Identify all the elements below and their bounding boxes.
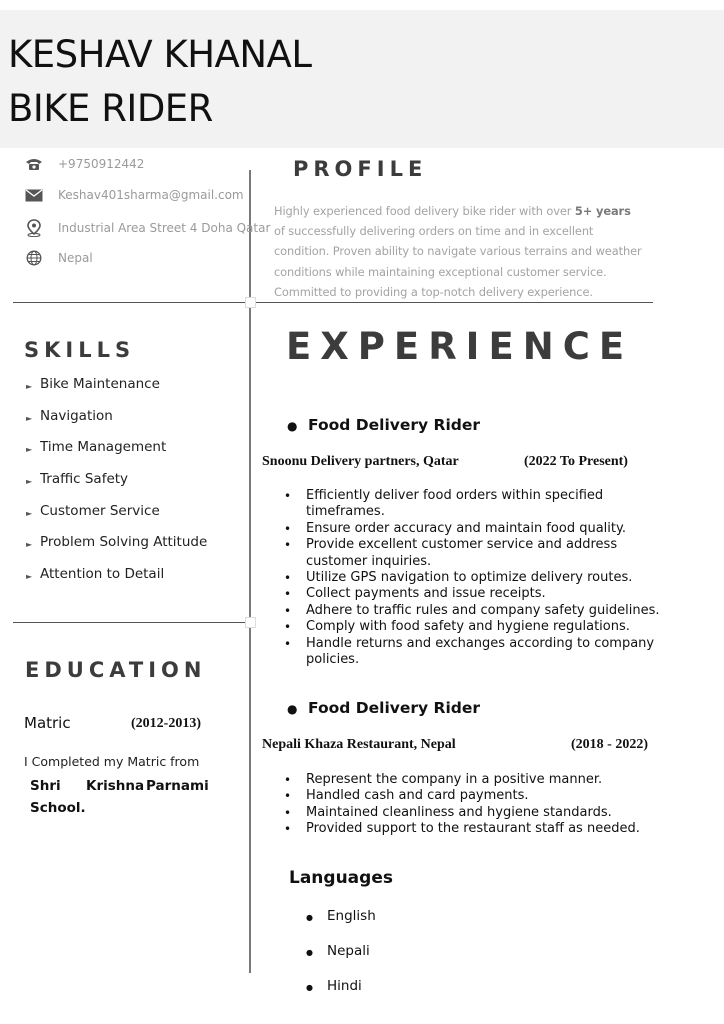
language-label: English: [327, 908, 376, 924]
candidate-role: BIKE RIDER: [8, 87, 213, 130]
job-title-text: Food Delivery Rider: [308, 416, 481, 434]
contact-address-text: Industrial Area Street 4 Doha Qatar: [58, 221, 271, 235]
job-company: Snoonu Delivery partners, Qatar: [262, 454, 459, 469]
education-description: I Completed my Matric from: [24, 754, 200, 769]
candidate-name: KESHAV KHANAL: [8, 33, 312, 76]
skill-label: Time Management: [40, 439, 167, 456]
list-item: • Collect payments and issue receipts.: [284, 586, 664, 602]
job-title: ● Food Delivery Rider: [287, 416, 481, 434]
list-item: • Handle returns and exchanges according to company policies.: [284, 636, 664, 669]
skills-heading: SKILLS: [24, 338, 136, 362]
job-company: Nepali Khaza Restaurant, Nepal: [262, 737, 456, 752]
profile-text-start: Highly experienced food delivery bike rider with over: [274, 204, 575, 218]
job-duties: [284, 772, 664, 838]
list-item: ► Attention to Detail: [26, 566, 165, 583]
job-duties: [284, 488, 664, 668]
profile-heading: PROFILE: [293, 157, 428, 181]
list-item: ► Problem Solving Attitude: [26, 534, 208, 551]
column-divider: [249, 170, 251, 973]
list-item: • Comply with food safety and hygiene regulations.: [284, 619, 664, 635]
header-band: [0, 10, 724, 148]
section-divider-top: [13, 302, 653, 303]
contact-email: [24, 187, 244, 203]
contact-phone: [24, 156, 144, 172]
list-item: • Adhere to traffic rules and company safety guidelines.: [284, 603, 664, 619]
job-title-text: Food Delivery Rider: [308, 699, 481, 717]
mail-icon: [24, 187, 44, 203]
languages-heading: Languages: [289, 868, 393, 888]
list-item: ► Customer Service: [26, 502, 160, 519]
school-word: Shri: [30, 778, 61, 794]
list-item: • Provided support to the restaurant staff as needed.: [284, 821, 664, 837]
divider-joint: [245, 617, 256, 628]
profile-summary: [274, 201, 644, 302]
list-item: ● English: [306, 908, 376, 943]
list-item: • Represent the company in a positive manner.: [284, 772, 664, 788]
skills-list: [26, 376, 207, 598]
list-item: ► Time Management: [26, 439, 167, 456]
language-label: Hindi: [327, 978, 362, 994]
skill-label: Attention to Detail: [40, 566, 165, 583]
contact-country: [24, 250, 93, 266]
contact-country-text: Nepal: [58, 251, 93, 265]
skill-label: Bike Maintenance: [40, 376, 160, 392]
section-divider-left: [13, 622, 247, 623]
job-title: ● Food Delivery Rider: [287, 699, 481, 717]
list-item: • Provide excellent customer service and address customer inquiries.: [284, 537, 664, 570]
list-item: ● Nepali: [306, 943, 376, 978]
school-word: School.: [30, 800, 86, 816]
job-years: (2018 - 2022): [571, 737, 648, 752]
phone-icon: [24, 156, 44, 172]
school-word: Parnami: [146, 778, 209, 794]
list-item: • Handled cash and card payments.: [284, 788, 664, 804]
experience-heading: EXPERIENCE: [286, 325, 634, 368]
profile-highlight: 5+ years: [574, 204, 631, 218]
list-item: • Utilize GPS navigation to optimize delivery routes.: [284, 570, 664, 586]
list-item: • Efficiently deliver food orders within specified timeframes.: [284, 488, 664, 521]
list-item: ► Bike Maintenance: [26, 376, 160, 392]
languages-list: [306, 908, 376, 1013]
skill-label: Problem Solving Attitude: [40, 534, 208, 551]
list-item: • Ensure order accuracy and maintain food quality.: [284, 521, 664, 537]
contact-address: [24, 220, 270, 236]
skill-label: Customer Service: [40, 502, 160, 519]
divider-joint: [245, 297, 256, 308]
skill-label: Navigation: [40, 407, 113, 424]
list-item: ● Hindi: [306, 978, 376, 1013]
education-years: (2012-2013): [131, 716, 201, 731]
list-item: • Maintained cleanliness and hygiene standards.: [284, 805, 664, 821]
profile-text-end: of successfully delivering orders on time and in excellent condition. Proven ability to navigate various terrains and weather conditions while maintaining exceptional customer service. Committed to providing a top-notch delivery experience.: [274, 224, 642, 299]
education-title: Matric: [24, 714, 71, 732]
contact-email-text: Keshav401sharma@gmail.com: [58, 188, 244, 202]
list-item: ► Navigation: [26, 407, 113, 424]
language-label: Nepali: [327, 943, 370, 959]
globe-icon: [24, 250, 44, 266]
contact-phone-text: +9750912442: [58, 157, 145, 171]
location-pin-icon: [24, 220, 44, 236]
job-years: (2022 To Present): [524, 454, 628, 469]
school-word: Krishna: [86, 778, 145, 794]
list-item: ► Traffic Safety: [26, 471, 129, 488]
skill-label: Traffic Safety: [40, 471, 129, 488]
education-heading: EDUCATION: [25, 658, 207, 682]
